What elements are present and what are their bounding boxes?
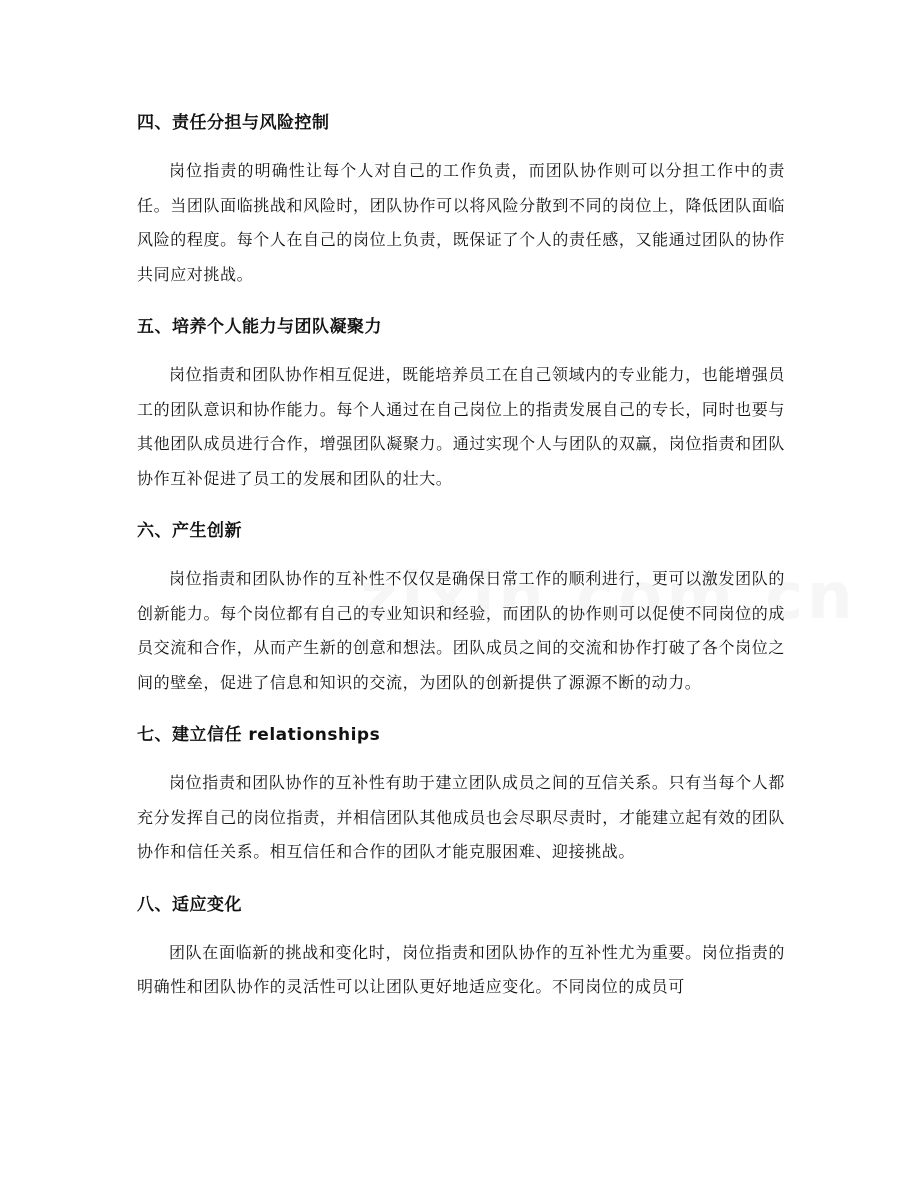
section-heading: 八、适应变化 xyxy=(137,894,242,915)
section-heading: 七、建立信任 relationships xyxy=(137,725,381,745)
section-paragraph: 岗位指责和团队协作的互补性不仅仅是确保日常工作的顺利进行，更可以激发团队的创新能力。每个岗位都有自己的专业知识和经验，而团队的协作则可以促使不同岗位的成员交流和合作，从而产生新的创意和想法。团队成员之间的交流和协作打破了各个岗位之间的壁垒，促进了信息和知识的交流，为团队的创新提供了源源不断的动力。 xyxy=(137,569,785,692)
section-paragraph: 岗位指责和团队协作相互促进，既能培养员工在自己领域内的专业能力，也能增强员工的团队意识和协作能力。每个人通过在自己岗位上的指责发展自己的专长，同时也要与其他团队成员进行合作，增强团队凝聚力。通过实现个人与团队的双赢，岗位指责和团队协作互补促进了员工的发展和团队的壮大。 xyxy=(137,365,785,488)
section-paragraph: 团队在面临新的挑战和变化时，岗位指责和团队协作的互补性尤为重要。岗位指责的明确性和团队协作的灵活性可以让团队更好地适应变化。不同岗位的成员可 xyxy=(137,942,785,996)
section-6 xyxy=(137,512,785,700)
section-7 xyxy=(137,716,785,870)
document-body xyxy=(137,104,785,1021)
section-8 xyxy=(137,886,785,1005)
section-heading: 六、产生创新 xyxy=(137,521,242,541)
section-heading: 四、责任分担与风险控制 xyxy=(137,113,330,133)
section-heading: 五、培养个人能力与团队凝聚力 xyxy=(137,317,382,337)
section-5 xyxy=(137,308,785,496)
section-4 xyxy=(137,104,785,292)
section-paragraph: 岗位指责和团队协作的互补性有助于建立团队成员之间的互信关系。只有当每个人都充分发挥自己的岗位指责，并相信团队其他成员也会尽职尽责时，才能建立起有效的团队协作和信任关系。相互信任和合作的团队才能克服困难、迎接挑战。 xyxy=(137,773,785,861)
section-paragraph: 岗位指责的明确性让每个人对自己的工作负责，而团队协作则可以分担工作中的责任。当团队面临挑战和风险时，团队协作可以将风险分散到不同的岗位上，降低团队面临风险的程度。每个人在自己的岗位上负责，既保证了个人的责任感，又能通过团队的协作共同应对挑战。 xyxy=(137,161,785,284)
